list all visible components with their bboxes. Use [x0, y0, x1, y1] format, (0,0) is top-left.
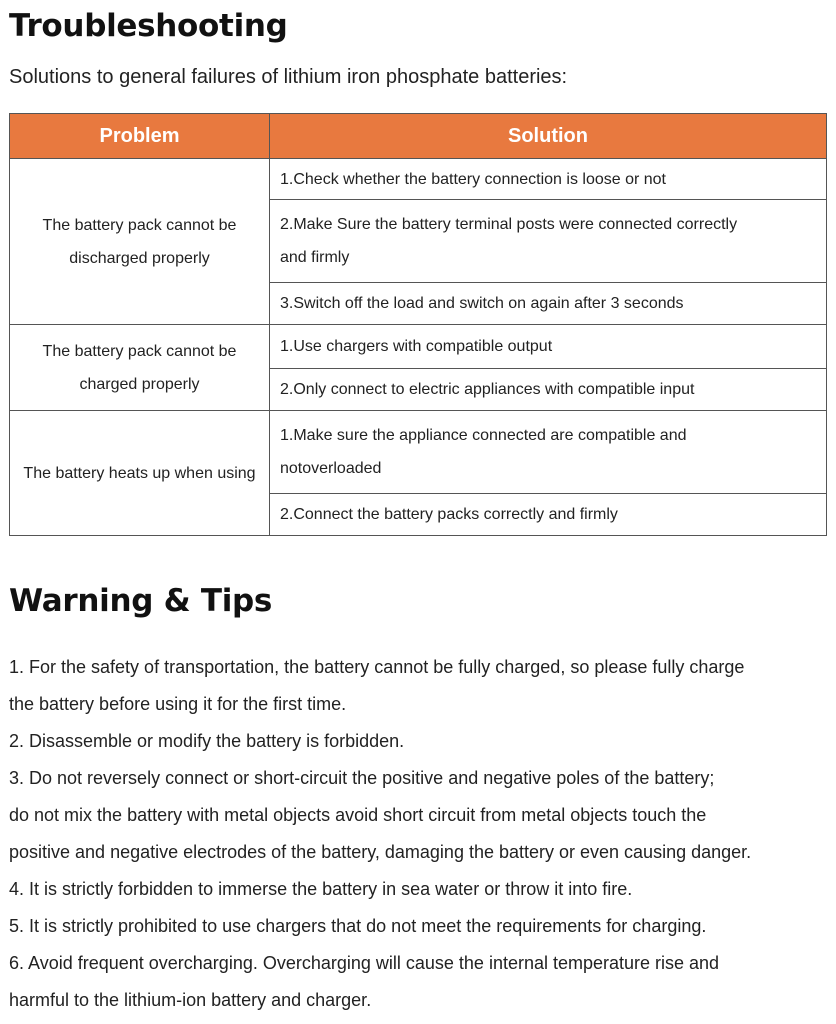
solution-cell [270, 411, 827, 494]
problem-text-line: The battery pack cannot be [42, 216, 237, 234]
table-row [10, 325, 827, 369]
solution-text-line: and firmly [280, 249, 350, 266]
problem-text-line: discharged properly [69, 249, 210, 267]
solution-column-header: Solution [270, 114, 827, 159]
tip-line: 3. Do not reversely connect or short-circuit the positive and negative poles of the battery; [9, 768, 715, 788]
troubleshooting-subtitle: Solutions to general failures of lithium iron phosphate batteries: [9, 66, 568, 88]
solution-text-line: 1.Use chargers with compatible output [280, 338, 553, 355]
solution-text-line: notoverloaded [280, 460, 382, 477]
tip-line: harmful to the lithium-ion battery and charger. [9, 990, 372, 1010]
troubleshooting-table-body [10, 159, 827, 536]
solution-text-line: 2.Connect the battery packs correctly and firmly [280, 506, 618, 523]
solution-text-line: 1.Make sure the appliance connected are compatible and [280, 427, 687, 444]
tip-line: 5. It is strictly prohibited to use chargers that do not meet the requirements for charging. [9, 916, 707, 936]
solution-cell [270, 369, 827, 411]
solution-cell [270, 200, 827, 283]
solution-text-line: 2.Only connect to electric appliances with compatible input [280, 381, 695, 398]
tip-line: do not mix the battery with metal objects avoid short circuit from metal objects touch the [9, 805, 707, 825]
tip-line: the battery before using it for the first time. [9, 694, 347, 714]
problem-text-line: The battery pack cannot be [42, 342, 237, 360]
tip-line: 1. For the safety of transportation, the battery cannot be fully charged, so please fully charge [9, 657, 745, 677]
tip-line: 2. Disassemble or modify the battery is forbidden. [9, 731, 405, 751]
tip-line: 6. Avoid frequent overcharging. Overcharging will cause the internal temperature rise and [9, 953, 720, 973]
problem-cell [10, 411, 270, 536]
table-header-row [10, 114, 827, 159]
solution-cell [270, 494, 827, 536]
solution-cell [270, 159, 827, 200]
problem-column-header: Problem [10, 114, 270, 159]
solution-text-line: 1.Check whether the battery connection is loose or not [280, 170, 666, 188]
solution-cell [270, 325, 827, 369]
tip-line: 4. It is strictly forbidden to immerse the battery in sea water or throw it into fire. [9, 879, 633, 899]
warning-tips-list [9, 649, 829, 1019]
troubleshooting-heading: Troubleshooting [9, 8, 288, 44]
solution-text-line: 3.Switch off the load and switch on again after 3 seconds [280, 295, 684, 312]
tip-line: positive and negative electrodes of the battery, damaging the battery or even causing danger. [9, 842, 752, 862]
problem-cell [10, 159, 270, 325]
table-row [10, 159, 827, 200]
troubleshooting-table [9, 113, 827, 536]
problem-cell [10, 325, 270, 411]
solution-cell [270, 283, 827, 325]
solution-text-line: 2.Make Sure the battery terminal posts were connected correctly [280, 216, 738, 233]
problem-text-line: The battery heats up when using [23, 464, 256, 482]
problem-text-line: charged properly [79, 375, 200, 393]
warning-heading: Warning & Tips [9, 583, 273, 619]
table-row [10, 411, 827, 494]
